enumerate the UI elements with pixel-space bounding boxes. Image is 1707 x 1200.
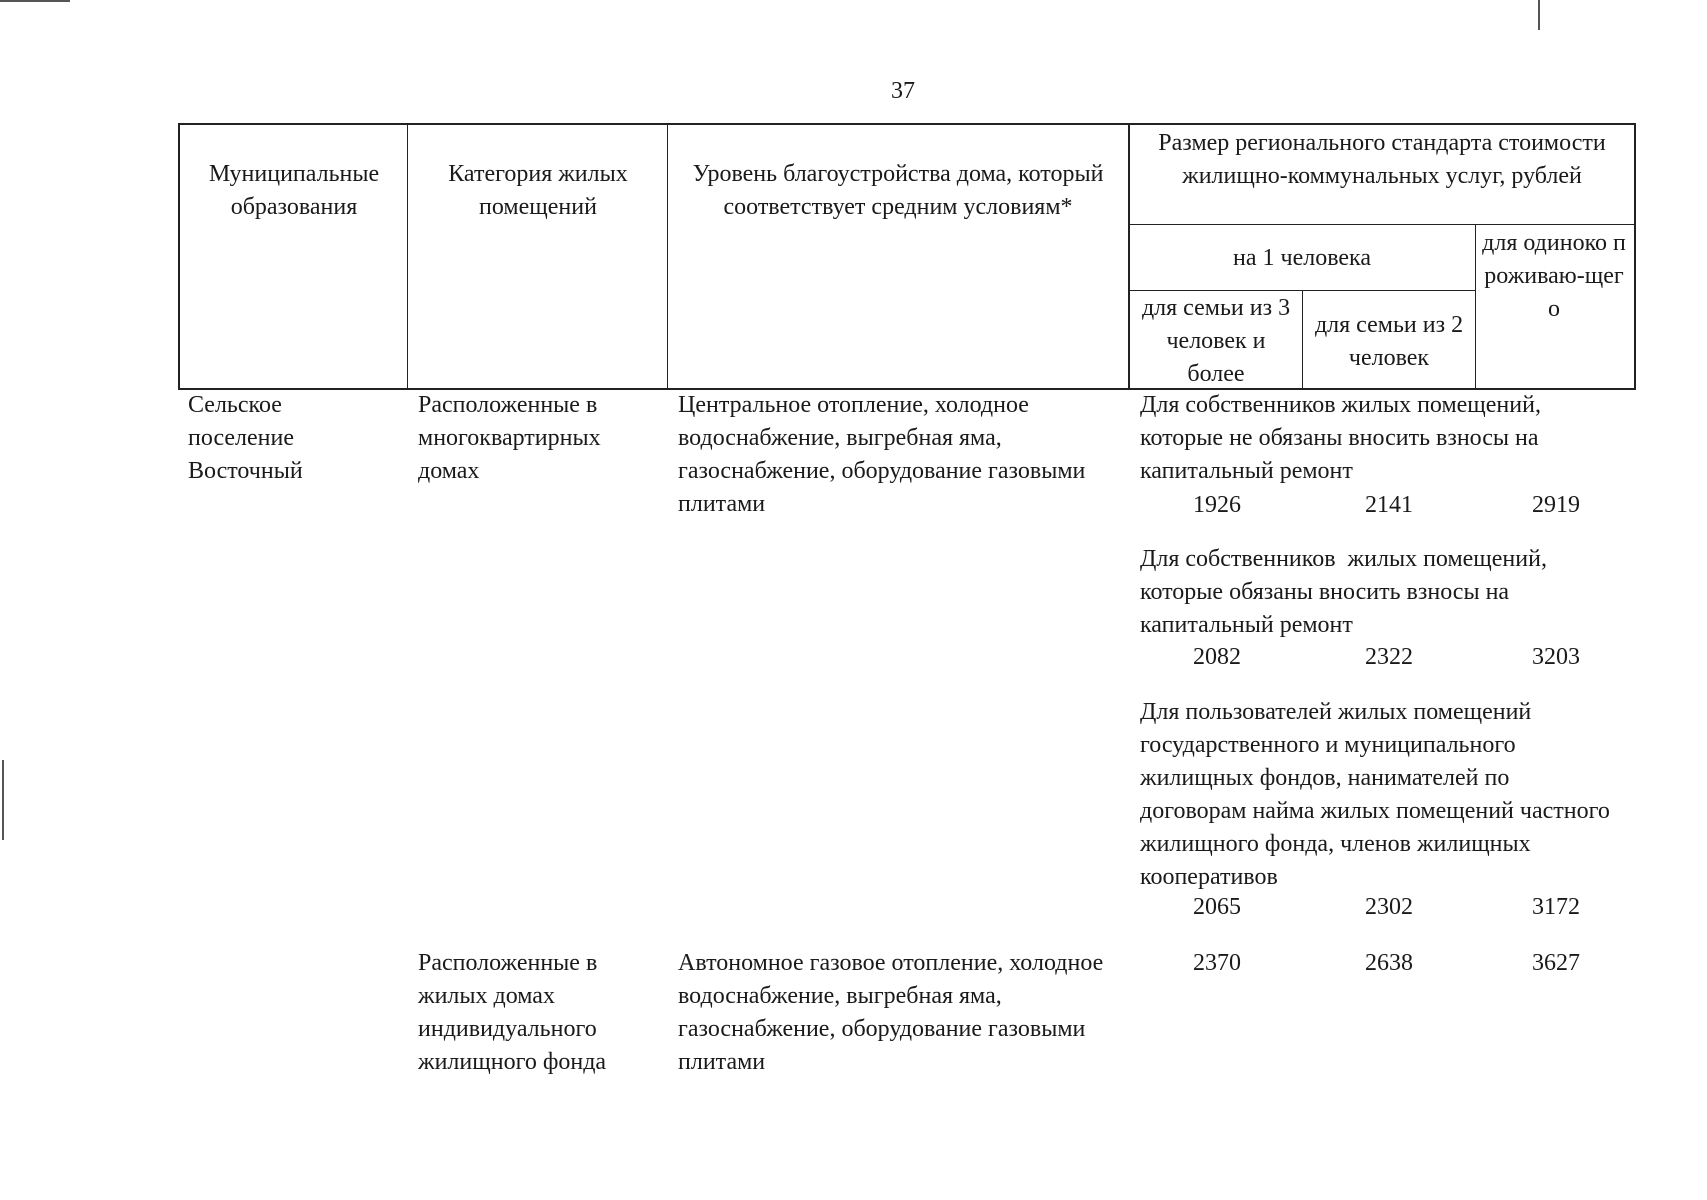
row-1-group-2-label: Для собственников жилых помещений, которые обязаны вносить взносы на капитальный ремонт — [1140, 546, 1553, 638]
row-1-municipality: Сельское поселение Восточный — [188, 392, 303, 484]
row-1-group-3-value-single: 3172 — [1532, 894, 1580, 920]
header-standard-size: Размер регионального стандарта стоимости жилищно-коммунальных услуг, рублей — [1158, 130, 1606, 189]
header-per-person: на 1 человека — [1233, 245, 1371, 271]
row-1-amenity: Центральное отопление, холодное водоснабжение, выгребная яма, газоснабжение, оборудование газовыми плитами — [678, 392, 1086, 517]
row-1-group-3-value-family-2: 2302 — [1365, 894, 1413, 920]
scan-edge-mark-top-left — [0, 0, 70, 2]
row-1-group-3-value-family-3: 2065 — [1193, 894, 1241, 920]
page-number: 37 — [891, 78, 915, 104]
header-category: Категория жилых помещений — [448, 161, 628, 220]
header-family-3: для семьи из 3 человек и более — [1141, 295, 1291, 387]
header-municipalities: Муниципальные образования — [208, 161, 380, 220]
row-1-group-1-label: Для собственников жилых помещений, которые не обязаны вносить взносы на капитальный ремонт — [1140, 392, 1541, 484]
row-1-group-2-value-family-3: 2082 — [1193, 644, 1241, 670]
header-amenity-level: Уровень благоустройства дома, который соответствует средним условиям* — [692, 161, 1104, 220]
row-2-amenity: Автономное газовое отопление, холодное водоснабжение, выгребная яма, газоснабжение, оборудование газовыми плитами — [678, 950, 1104, 1075]
row-1-category: Расположенные в многоквартирных домах — [418, 392, 601, 484]
row-1-group-2-value-single: 3203 — [1532, 644, 1580, 670]
row-2-value-single: 3627 — [1532, 950, 1580, 976]
header-single: для одиноко проживаю-щего — [1482, 230, 1626, 322]
scan-edge-mark-left — [2, 760, 4, 840]
row-1-group-1-value-family-2: 2141 — [1365, 492, 1413, 518]
row-1-group-3-label: Для пользователей жилых помещений государственного и муниципального жилищных фондов, нанимателей по договорам найма жилых помещений частного жилищного фонда, членов жилищных кооперативов — [1140, 699, 1610, 890]
row-2-category: Расположенные в жилых домах индивидуального жилищного фонда — [418, 950, 607, 1075]
scan-edge-mark-top-right — [1538, 0, 1540, 30]
row-1-group-1-value-family-3: 1926 — [1193, 492, 1241, 518]
row-2-value-family-3: 2370 — [1193, 950, 1241, 976]
row-1-group-1-value-single: 2919 — [1532, 492, 1580, 518]
header-family-2: для семьи из 2 человек — [1314, 312, 1464, 371]
row-1-group-2-value-family-2: 2322 — [1365, 644, 1413, 670]
row-2-value-family-2: 2638 — [1365, 950, 1413, 976]
